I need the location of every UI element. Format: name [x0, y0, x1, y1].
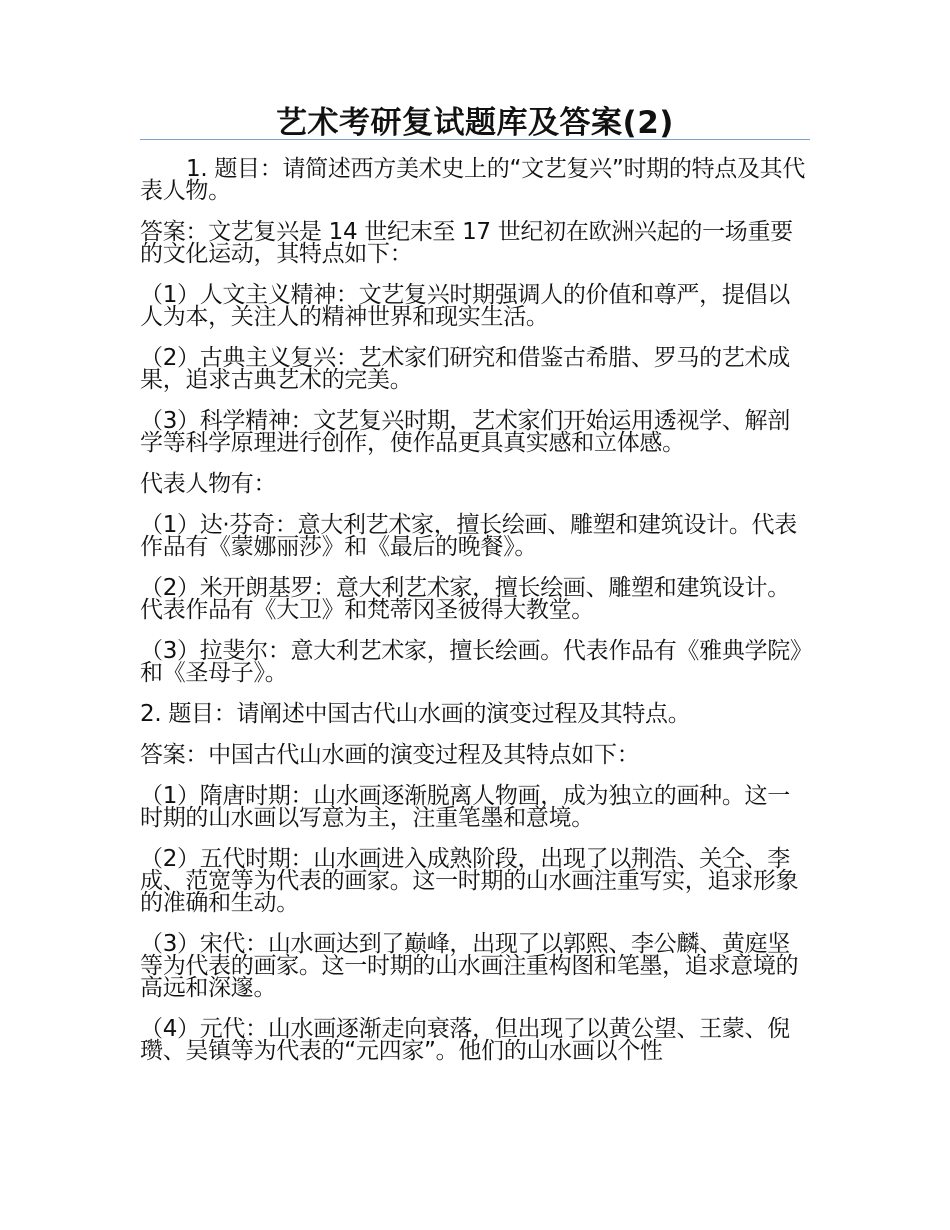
answer-2-point-4: （4）元代：山水画逐渐走向衰落，但出现了以黄公望、王蒙、倪瓒、吴镇等为代表的“元四家”。他们的山水画以个性 — [140, 1016, 790, 1064]
question-2: 2. 题目：请阐述中国古代山水画的演变过程及其特点。 — [140, 701, 691, 727]
answer-1-point-2: （2）古典主义复兴：艺术家们研究和借鉴古希腊、罗马的艺术成果，追求古典艺术的完美。 — [140, 345, 790, 393]
answer-1-point-3: （3）科学精神：文艺复兴时期，艺术家们开始运用透视学、解剖学等科学原理进行创作，使作品更具真实感和立体感。 — [140, 408, 790, 456]
answer-2-point-3: （3）宋代：山水画达到了巅峰，出现了以郭熙、李公麟、黄庭坚等为代表的画家。这一时期的山水画注重构图和笔墨，追求意境的高远和深邃。 — [140, 931, 799, 1001]
representatives-heading: 代表人物有： — [140, 471, 277, 497]
answer-1-point-1: （1）人文主义精神：文艺复兴时期强调人的价值和尊严，提倡以人为本，关注人的精神世界和现实生活。 — [140, 282, 790, 330]
answer-2-intro: 答案：中国古代山水画的演变过程及其特点如下： — [140, 742, 640, 768]
question-1: 1. 题目：请简述西方美术史上的“文艺复兴”时期的特点及其代表人物。 — [140, 156, 806, 204]
answer-1-intro: 答案：文艺复兴是 14 世纪末至 17 世纪初在欧洲兴起的一场重要的文化运动，其特点如下： — [140, 219, 793, 267]
representative-2: （2）米开朗基罗：意大利艺术家，擅长绘画、雕塑和建筑设计。代表作品有《大卫》和梵蒂冈圣彼得大教堂。 — [140, 575, 790, 623]
title-underline — [140, 139, 810, 140]
representative-3: （3）拉斐尔：意大利艺术家，擅长绘画。代表作品有《雅典学院》和《圣母子》。 — [140, 638, 802, 686]
document-title: 艺术考研复试题库及答案(2) — [276, 105, 674, 141]
answer-2-point-1: （1）隋唐时期：山水画逐渐脱离人物画，成为独立的画种。这一时期的山水画以写意为主，注重笔墨和意境。 — [140, 783, 790, 831]
document-body — [140, 158, 812, 1081]
answer-2-point-2: （2）五代时期：山水画进入成熟阶段，出现了以荆浩、关仝、李成、范宽等为代表的画家。这一时期的山水画注重写实，追求形象的准确和生动。 — [140, 846, 799, 916]
representative-1: （1）达·芬奇：意大利艺术家，擅长绘画、雕塑和建筑设计。代表作品有《蒙娜丽莎》和《最后的晚餐》。 — [140, 512, 797, 560]
